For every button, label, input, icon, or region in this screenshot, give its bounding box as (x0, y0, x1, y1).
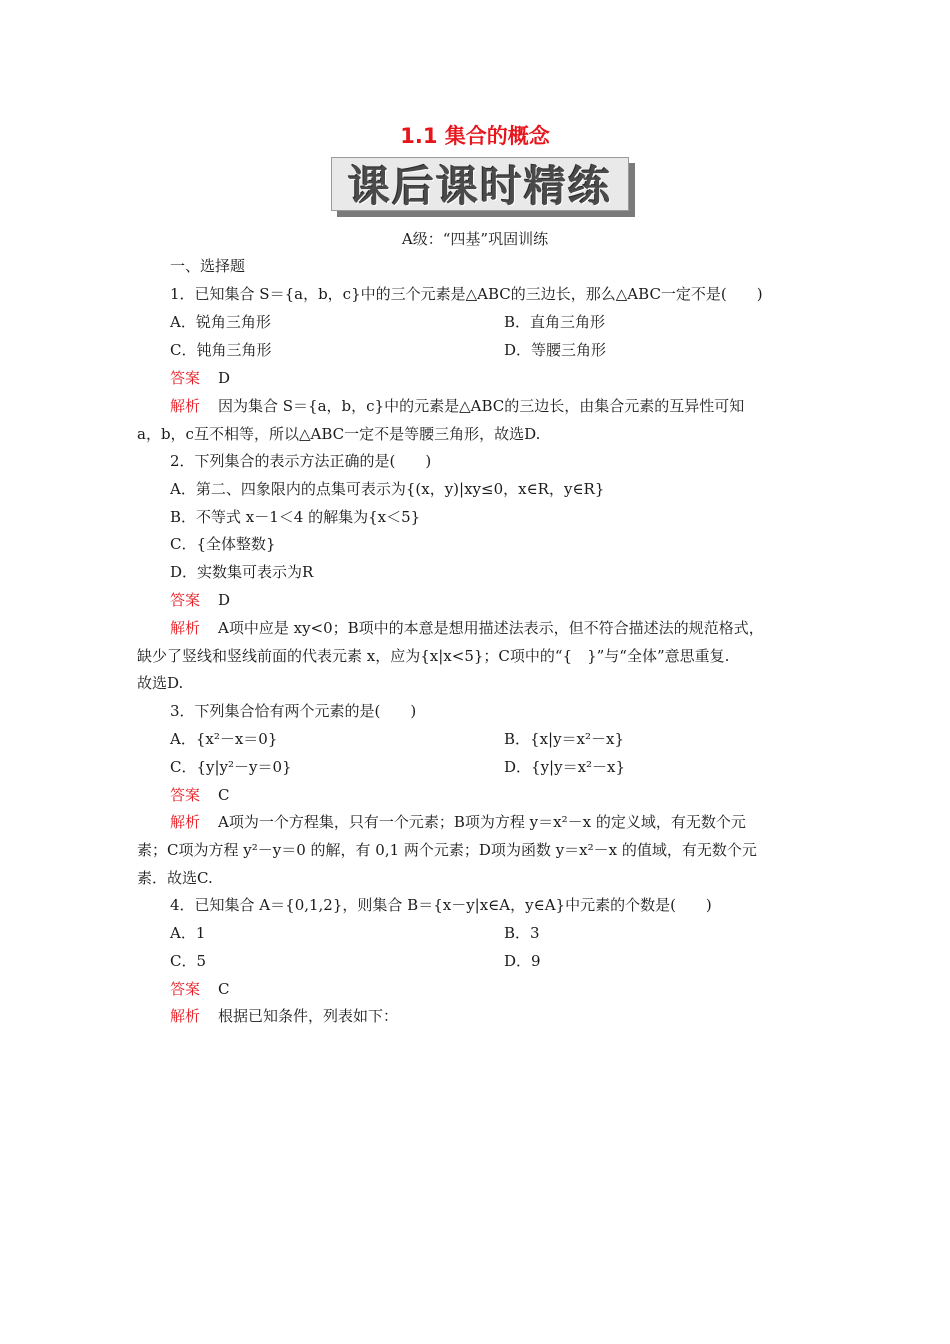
analysis-label: 解析 (170, 619, 201, 637)
q2-analysis-1: A项中应是 xy<0；B项中的本意是想用描述法表示，但不符合描述法的规范格式， (218, 619, 764, 637)
analysis-label: 解析 (170, 397, 201, 415)
q3-option-b: B．{x|y＝x²－x} (504, 730, 625, 748)
q2-option-a: A．第二、四象限内的点集可表示为{(x，y)|xy≤0，x∈R，y∈R} (170, 480, 605, 498)
q2-option-c: C．{全体整数} (170, 535, 276, 553)
q2-analysis-line-1 (170, 618, 764, 638)
q2-answer: D (218, 591, 231, 609)
banner-text: 课后课时精练 (331, 157, 629, 211)
q1-option-b: B．直角三角形 (504, 313, 606, 331)
q4-option-a: A．1 (170, 924, 206, 942)
q1-analysis-2: a，b，c互不相等，所以△ABC一定不是等腰三角形，故选D. (137, 425, 541, 443)
q4-answer: C (218, 980, 230, 998)
section-heading: 一、选择题 (170, 257, 246, 275)
q2-answer-line (170, 590, 230, 610)
q2-stem: 2．下列集合的表示方法正确的是( ) (170, 452, 432, 470)
q4-option-c: C．5 (170, 952, 207, 970)
q3-answer: C (218, 786, 230, 804)
q4-option-b: B．3 (504, 924, 540, 942)
q3-option-d: D．{y|y＝x²－x} (504, 758, 626, 776)
banner (331, 157, 635, 217)
answer-label: 答案 (170, 591, 201, 609)
q3-answer-line (170, 785, 230, 805)
q1-answer-line (170, 368, 230, 388)
q4-option-d: D．9 (504, 952, 541, 970)
q3-option-a: A．{x²－x＝0} (170, 730, 278, 748)
q3-analysis-1: A项为一个方程集，只有一个元素；B项为方程 y＝x²－x 的定义域，有无数个元 (218, 813, 746, 831)
q1-stem: 1．已知集合 S＝{a，b，c}中的三个元素是△ABC的三边长，那么△ABC一定不是( ) (170, 285, 763, 303)
analysis-label: 解析 (170, 1007, 201, 1025)
analysis-label: 解析 (170, 813, 201, 831)
answer-label: 答案 (170, 980, 201, 998)
answer-label: 答案 (170, 786, 201, 804)
q4-analysis-1: 根据已知条件，列表如下： (218, 1007, 399, 1025)
q1-option-d: D．等腰三角形 (504, 341, 607, 359)
q3-analysis-3: 素．故选C. (137, 869, 213, 887)
q3-analysis-2: 素；C项为方程 y²－y＝0 的解，有 0,1 两个元素；D项为函数 y＝x²－x 的值域，有无数个元 (137, 841, 757, 859)
q1-option-c: C．钝角三角形 (170, 341, 272, 359)
q4-answer-line (170, 979, 230, 999)
lesson-title: 1.1 集合的概念 (400, 124, 550, 148)
q2-analysis-3: 故选D. (137, 674, 184, 692)
q2-option-d: D．实数集可表示为R (170, 563, 314, 581)
q2-analysis-2: 缺少了竖线和竖线前面的代表元素 x，应为{x|x<5}；C项中的“{ }”与“全体”意思重复. (137, 647, 730, 665)
q3-option-c: C．{y|y²－y＝0} (170, 758, 292, 776)
q2-option-b: B．不等式 x－1＜4 的解集为{x＜5} (170, 508, 421, 526)
level-heading: A级：“四基”巩固训练 (401, 230, 549, 248)
q4-analysis-line-1 (170, 1006, 398, 1026)
q1-answer: D (218, 369, 231, 387)
answer-label: 答案 (170, 369, 201, 387)
q1-option-a: A．锐角三角形 (170, 313, 271, 331)
q3-stem: 3．下列集合恰有两个元素的是( ) (170, 702, 417, 720)
q1-analysis-1: 因为集合 S＝{a，b，c}中的元素是△ABC的三边长，由集合元素的互异性可知 (218, 397, 745, 415)
q1-analysis-line-1 (170, 396, 744, 416)
q4-stem: 4．已知集合 A＝{0,1,2}，则集合 B＝{x－y|x∈A，y∈A}中元素的个数是( ) (170, 896, 712, 914)
q3-analysis-line-1 (170, 812, 746, 832)
